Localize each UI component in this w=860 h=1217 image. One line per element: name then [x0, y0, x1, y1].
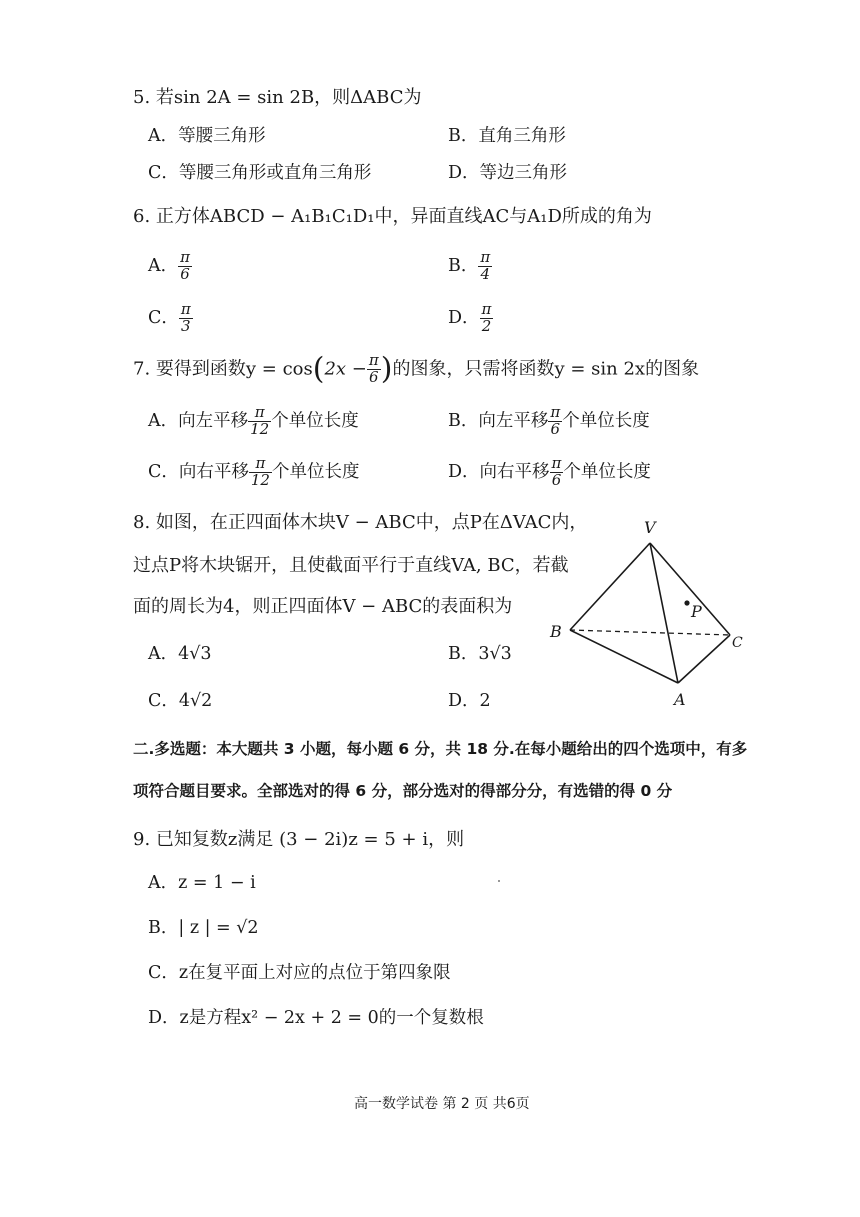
q6-option-c-fraction — [179, 302, 193, 335]
q7-option-c-denominator: 12 — [250, 470, 270, 489]
scan-speck — [498, 880, 500, 882]
q7-option-b-prefix: B．向左平移 — [448, 410, 549, 431]
q9-option-a: A．z = 1 − i — [148, 873, 256, 893]
q7-option-c-suffix: 个单位长度 — [271, 461, 360, 482]
q7-close-paren: ) — [380, 351, 393, 387]
q7-option-b-fraction — [548, 405, 562, 438]
q5-option-a: A．等腰三角形 — [148, 126, 266, 146]
q8-option-d: D．2 — [448, 691, 491, 711]
edge-ca — [678, 635, 730, 683]
q7-option-d-fraction — [550, 456, 564, 489]
q6-option-b-numerator: π — [480, 248, 491, 266]
tetrahedron-figure — [540, 515, 770, 715]
q6-option-a — [148, 250, 192, 283]
q7-option-b-suffix: 个单位长度 — [562, 410, 650, 431]
q7-option-c — [148, 456, 359, 489]
q9-stem: 9. 已知复数z满足 (3 − 2i)z = 5 + i，则 — [133, 829, 465, 850]
label-b: B — [550, 622, 562, 641]
q6-option-b-label: B． — [448, 255, 479, 276]
q9-option-c: C．z在复平面上对应的点位于第四象限 — [148, 963, 451, 983]
q8-line-1: 8. 如图，在正四面体木块V − ABC中，点P在ΔVAC内， — [133, 512, 588, 533]
q7-option-d-prefix: D．向右平移 — [448, 461, 550, 482]
q7-option-b — [448, 405, 650, 438]
q7-option-b-numerator: π — [550, 403, 561, 421]
q7-option-d-denominator: 6 — [550, 472, 564, 489]
q7-option-d-numerator: π — [551, 454, 562, 472]
q6-option-a-fraction — [178, 250, 192, 283]
q6-option-d — [448, 302, 493, 335]
q6-option-d-numerator: π — [481, 300, 492, 318]
label-c: C — [732, 635, 743, 651]
page-footer: 高一数学试卷 第 2 页 共6页 — [354, 1096, 530, 1112]
q9-option-b: B．| z | = √2 — [148, 918, 259, 938]
q6-option-c-numerator: π — [180, 300, 191, 318]
section-2-heading-line-2: 项符合题目要求。全部选对的得 6 分，部分选对的得部分分，有选错的得 0 分 — [133, 782, 673, 800]
q8-option-b: B．3√3 — [448, 644, 512, 664]
q7-stem-expr: 2x − — [324, 358, 367, 380]
q5-option-b: B．直角三角形 — [448, 126, 566, 146]
label-p: P — [691, 602, 702, 621]
label-v: V — [644, 518, 656, 537]
q6-option-b — [448, 250, 492, 283]
q7-option-c-fraction — [249, 456, 272, 489]
q7-option-d-suffix: 个单位长度 — [563, 461, 651, 482]
edge-ba — [570, 630, 678, 683]
q6-option-a-numerator: π — [180, 248, 190, 266]
q7-option-b-denominator: 6 — [548, 421, 562, 438]
q6-option-c-denominator: 3 — [179, 318, 193, 335]
q7-stem-fraction — [367, 353, 381, 386]
section-2-heading-line-1: 二.多选题：本大题共 3 小题，每小题 6 分，共 18 分.在每小题给出的四个选项中，有多 — [133, 740, 748, 758]
q8-line-2: 过点P将木块锯开，且使截面平行于直线VA, BC，若截 — [133, 555, 569, 576]
q6-stem: 6. 正方体ABCD − A₁B₁C₁D₁中，异面直线AC与A₁D所成的角为 — [133, 206, 652, 227]
q7-option-a-fraction — [248, 405, 271, 438]
edge-bc-hidden — [570, 630, 730, 635]
q6-option-c-label: C． — [148, 307, 179, 328]
q7-stem-prefix: 7. 要得到函数y = cos — [133, 358, 313, 380]
q7-option-c-prefix: C．向右平移 — [148, 461, 249, 482]
label-a: A — [674, 690, 686, 709]
edge-va — [650, 543, 678, 683]
q7-stem-numerator: π — [368, 351, 379, 369]
q7-option-d — [448, 456, 651, 489]
q6-option-d-label: D． — [448, 307, 480, 328]
q6-option-a-label: A． — [148, 255, 179, 276]
q6-option-d-fraction — [480, 302, 494, 335]
q6-option-c — [148, 302, 193, 335]
q7-option-a-numerator: π — [254, 403, 265, 421]
q7-option-a-suffix: 个单位长度 — [271, 410, 359, 431]
q7-open-paren: ( — [312, 351, 325, 387]
q7-stem — [133, 353, 699, 386]
q5-option-c: C．等腰三角形或直角三角形 — [148, 163, 372, 183]
q8-option-a: A．4√3 — [148, 644, 212, 664]
q7-stem-denominator: 6 — [367, 369, 381, 386]
q9-option-d: D．z是方程x² − 2x + 2 = 0的一个复数根 — [148, 1008, 484, 1028]
q8-line-3: 面的周长为4，则正四面体V − ABC的表面积为 — [133, 596, 513, 617]
q6-option-a-denominator: 6 — [178, 266, 192, 283]
q7-stem-suffix: 的图象，只需将函数y = sin 2x的图象 — [392, 358, 700, 380]
edge-vc — [650, 543, 730, 635]
q6-option-d-denominator: 2 — [480, 318, 494, 335]
q6-option-b-fraction — [478, 250, 492, 283]
q8-option-c: C．4√2 — [148, 691, 213, 711]
q7-option-c-numerator: π — [255, 454, 266, 472]
point-p — [684, 600, 689, 605]
q7-option-a — [148, 405, 359, 438]
edge-vb — [570, 543, 650, 630]
q5-stem: 5. 若sin 2A = sin 2B，则ΔABC为 — [133, 87, 422, 108]
q7-option-a-prefix: A．向左平移 — [148, 410, 249, 431]
q5-option-d: D．等边三角形 — [448, 163, 568, 183]
q7-option-a-denominator: 12 — [250, 419, 270, 438]
q6-option-b-denominator: 4 — [478, 266, 492, 283]
